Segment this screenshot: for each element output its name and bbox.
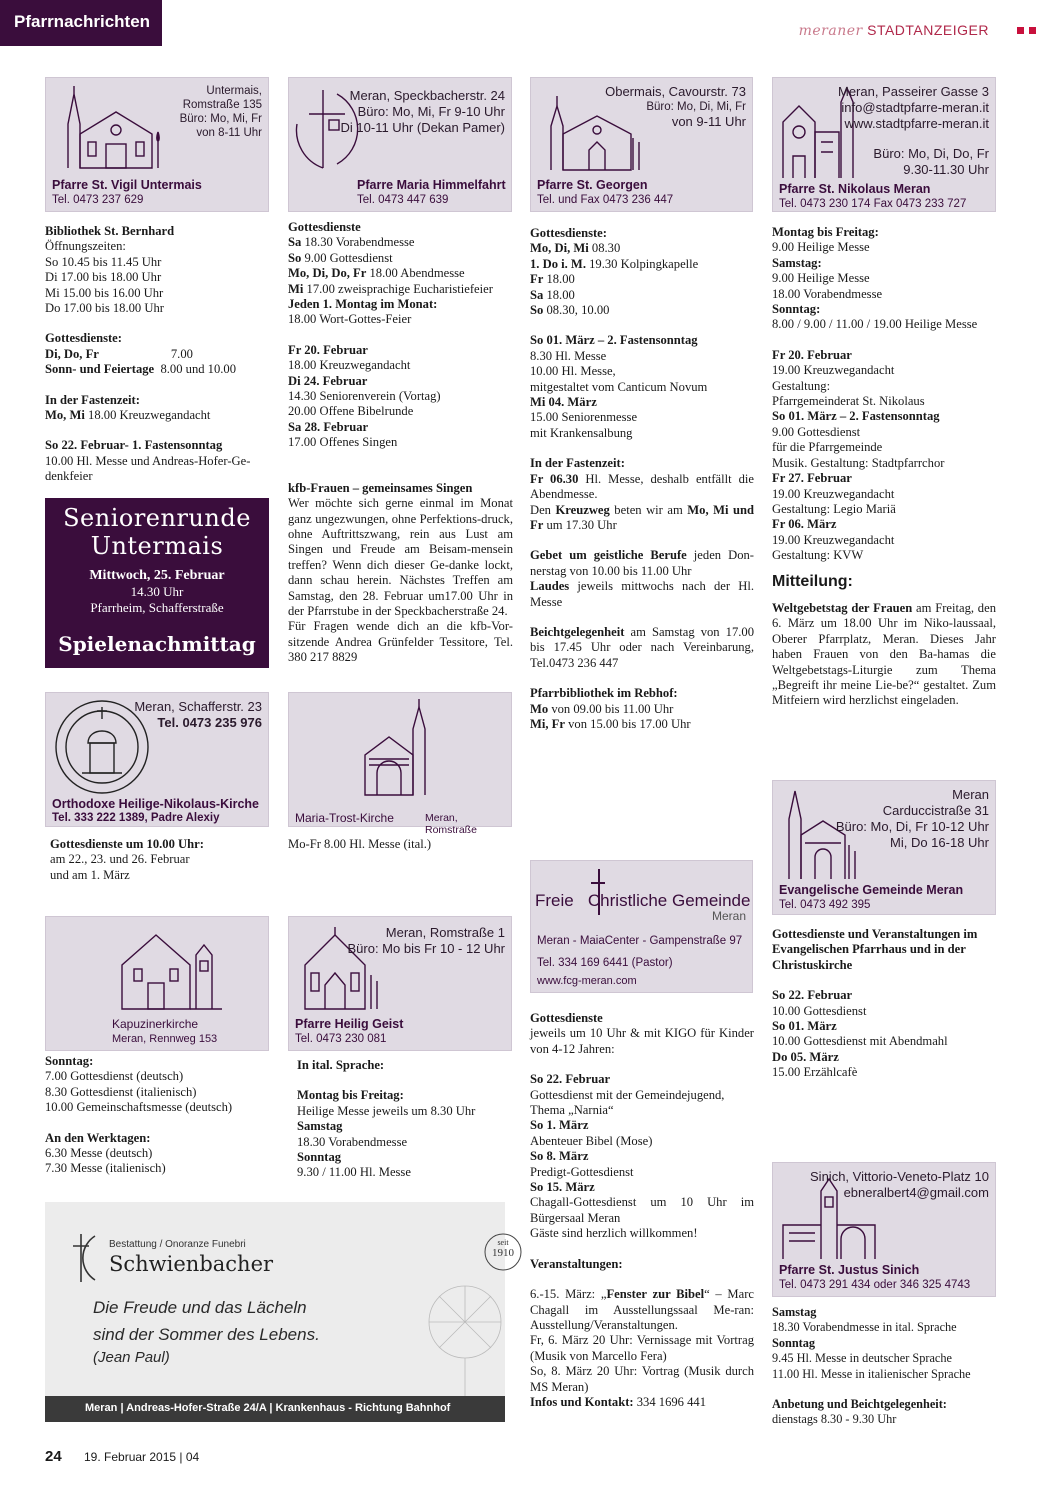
parish-phone: Tel. 0473 291 434 oder 346 325 4743 [779, 1279, 971, 1291]
issue-date: 19. Februar 2015 | 04 [84, 1450, 200, 1464]
parish-phone: Tel. 0473 492 395 [779, 899, 871, 911]
card-freie-christliche-gemeinde: Freie Christliche Gemeinde Meran Meran - MaiaCenter - Gampenstraße 97 Tel. 334 169 6441 (Pastor) www.fcg-meran.com [530, 860, 753, 993]
text-vigil: Bibliothek St. Bernhard Öffnungszeiten: So 10.45 bis 11.45 Uhr Di 17.00 bis 18.00 Uhr Mi 15.00 bis 16.00 Uhr Do 17.00 bis 18.00 Uhr Gottesdienste: Di, Do, Fr 7.00 Sonn- und Feiertage 8.00 und 10.00 In der Fastenzeit: Mo, Mi 18.00 Kreuzwegandacht So 22. Februar- 1. Fastensonntag 10.00 Hl. Messe und Andreas-Hofer-Ge- denkfeier [45, 224, 251, 484]
text-maria: Gottesdienste Sa 18.30 Vorabendmesse So 9.00 Gottesdienst Mo, Di, Do, Fr 18.00 Abendmesse Mi 17.00 zweisprachige Eucharistiefeier Jeden 1. Montag im Monat: 18.00 Wort-Gottes-Feier Fr 20. Februar 18.00 Kreuzwegandacht Di 24. Februar 14.30 Seniorenverein (Vortag) 20.00 Offene Bibelrunde Sa 28. Februar 17.00 Offenes Singen kfb-Frauen – gemeinsames Singen Wer möchte sich gerne einmal im Monat ganz ungezwungen, ohne Perfektions-druck, ohne Auftrittszwang, rein aus Lust am Singen und Freude am Beisam-mensein treffen? Wenn dich dieser Ge-danke lockt, dann schau herein. Nächstes Treffen am Samstag, den 28. Februar um17.00 Uhr in der Pfarrstube in der Speckbacherstraße 24. Für Fragen wende dich an die kfb-Vor-sitzende Andrea Grünfelder Tessitore, Tel. 380 217 8829 [288, 220, 513, 665]
parish-phone: Tel. 0473 237 629 [52, 194, 144, 206]
card-evangelische-gemeinde: Meran Carduccistraße 31 Büro: Mo, Di, Fr 10-12 Uhr Mi, Do 16-18 Uhr Evangelische Gemeinde Meran Tel. 0473 492 395 [772, 780, 996, 915]
parish-phone: Tel. 0473 230 174 Fax 0473 233 727 [779, 198, 967, 210]
parish-address: Meran, Romstraße [425, 812, 477, 836]
page-number: 24 [45, 1448, 62, 1465]
parish-address: Meran, Rennweg 153 [112, 1033, 218, 1045]
senior-event-box: Seniorenrunde Untermais Mittwoch, 25. Februar 14.30 Uhr Pfarrheim, Schafferstraße Spielenachmittag [45, 498, 269, 668]
text-kapuziner: Sonntag: 7.00 Gottesdienst (deutsch) 8.30 Gottesdienst (italienisch) 10.00 Gemeinschaftsmesse (deutsch) An den Werktagen: 6.30 Messe (deutsch) 7.30 Messe (italienisch) [45, 1054, 233, 1176]
church-icon [116, 925, 226, 1011]
parish-name: Kapuzinerkirche [112, 1017, 199, 1031]
card-st-justus: Sinich, Vittorio-Veneto-Platz 10 ebneralbert4@gmail.com Pfarre St. Justus Sinich Tel. 0473 291 434 oder 346 325 4743 [772, 1162, 996, 1297]
church-icon [359, 699, 439, 799]
card-kapuziner [45, 916, 269, 1051]
parish-name: Pfarre Maria Himmelfahrt [357, 178, 506, 192]
card-orthodox: Meran, Schafferstr. 23 Tel. 0473 235 976 Orthodoxe Heilige-Nikolaus-Kirche Tel. 333 222 1389, Padre Alexiy [45, 692, 269, 827]
text-sinich: Samstag 18.30 Vorabendmesse in ital. Sprache Sonntag 9.45 Hl. Messe in deutscher Sprache 11.00 Hl. Messe in italienischer Sprache Anbetung und Beichtgelegenheit: dienstags 8.30 - 9.30 Uhr [772, 1305, 971, 1427]
text-georgen: Gottesdienste: Mo, Di, Mi 08.30 1. Do i. M. 19.30 Kolpingkapelle Fr 18.00 Sa 18.00 So 08.30, 10.00 So 01. März – 2. Fastensonntag 8.30 Hl. Messe 10.00 Hl. Messe, mitgestaltet vom Canticum Novum Mi 04. März 15.00 Seniorenmesse mit Krankensalbung In der Fastenzeit: Fr 06.30 Hl. Messe, deshalb entfällt die Abendmesse. Den Kreuzweg beten wir am Mo, Mi und Fr um 17.30 Uhr Gebet um geistliche Berufe jeden Don-nerstag von 10.00 bis 11.00 Uhr Laudes jeweils mittwochs nach der Hl. Messe Beichtgelegenheit am Samstag von 17.00 bis 17.45 Uhr oder nach Vereinbarung, Tel.0473 236 447 Pfarrbibliothek im Rebhof: Mo von 09.00 bis 11.00 Uhr Mi, Fr von 15.00 bis 17.00 Uhr [530, 226, 754, 731]
card-st-georgen: Obermais, Cavourstr. 73 Büro: Mo, Di, Mi, Fr von 9-11 Uhr Pfarre St. Georgen Tel. und Fax 0473 236 447 [530, 77, 753, 212]
section-title: Pfarrnachrichten [0, 0, 162, 46]
parish-name: Pfarre St. Nikolaus Meran [779, 182, 931, 196]
parish-name: Pfarre St. Georgen [537, 178, 648, 192]
brand-square [1029, 27, 1036, 34]
text-nikolaus: Montag bis Freitag: 9.00 Heilige Messe Samstag: 9.00 Heilige Messe 18.00 Vorabendmesse Sonntag: 8.00 / 9.00 / 11.00 / 19.00 Heilige Messe Fr 20. Februar 19.00 Kreuzwegandacht Gestaltung: Pfarrgemeinderat St. Nikolaus So 01. März – 2. Fastensonntag 9.00 Gottesdienst für die Pfarrgemeinde Musik. Gestaltung: Stadtpfarrchor Fr 27. Februar 19.00 Kreuzwegandacht Gestaltung: Legio Mariä Fr 06. März 19.00 Kreuzwegandacht Gestaltung: KVW Mitteilung: Weltgebetstag der Frauen am Freitag, den 6. März um 18.00 Uhr im Niko-laussaal, Oberer Pfarrplatz, Meran. Dieses Jahr haben Frauen von den Ba-hamas die Weltgebetstags-Liturgie zum Thema „Begreift ihr meine Lie-be?“ gestaltet. Zum Mitfeiern wird herzlichst eingeladen. [772, 225, 996, 708]
parish-name: Evangelische Gemeinde Meran [779, 883, 964, 897]
church-icon [56, 84, 166, 170]
parish-name: Orthodoxe Heilige-Nikolaus-Kirche [52, 797, 259, 811]
card-maria-trost [288, 692, 512, 836]
cross-icon [61, 1228, 101, 1288]
card-maria-himmelfahrt: Meran, Speckbacherstr. 24 Büro: Mo, Mi, Fr 9-10 Uhr Di 10-11 Uhr (Dekan Pamer) Pfarre Maria Himmelfahrt Tel. 0473 447 639 [288, 77, 512, 212]
text-evangel: Gottesdienste und Veranstaltungen im Evangelischen Pfarrhaus und in der Christuskirche So 22. Februar 10.00 Gottesdienst So 01. März 10.00 Gottesdienst mit Abendmahl Do 05. März 15.00 Erzählcafè [772, 927, 978, 1080]
card-st-nikolaus: Meran, Passeirer Gasse 3 info@stadtpfarre-meran.it www.stadtpfarre-meran.it Büro: Mo, Di, Do, Fr 9.30-11.30 Uhr Pfarre St. Nikolaus Meran Tel. 0473 230 174 Fax 0473 233 727 [772, 77, 996, 212]
card-st-vigil: Untermais, Romstraße 135 Büro: Mo, Mi, Fr von 8-11 Uhr Pfarre St. Vigil Untermais Tel. 0473 237 629 [45, 77, 269, 212]
parish-phone: Tel. 0473 230 081 [295, 1033, 387, 1045]
parish-phone: Tel. und Fax 0473 236 447 [537, 194, 674, 206]
card-heilig-geist: Meran, Romstraße 1 Büro: Mo bis Fr 10 - 12 Uhr Pfarre Heilig Geist Tel. 0473 230 081 [288, 916, 512, 1051]
parish-name: Pfarre St. Justus Sinich [779, 1263, 920, 1277]
text-heilig-geist: In ital. Sprache: Montag bis Freitag: Heilige Messe jeweils um 8.30 Uhr Samstag 18.30 Vorabendmesse Sonntag 9.30 / 11.00 Hl. Messe [297, 1058, 476, 1180]
brand-logo: meraner STADTANZEIGER [798, 22, 989, 39]
parish-phone: Tel. 333 222 1389, Padre Alexiy [52, 812, 220, 824]
text-orthodox: Gottesdienste um 10.00 Uhr: am 22., 23. und 26. Februar und am 1. März [50, 837, 204, 882]
text-fcg: Gottesdienste jeweils um 10 Uhr & mit KIGO für Kinder von 4-12 Jahren: So 22. Februar Gottesdienst mit der Gemeindejugend, Thema „Narnia“ So 1. März Abenteuer Bibel (Mose) So 8. März Predigt-Gottesdienst So 15. März Chagall-Gottesdienst um 10 Uhr im Bürgersaal Meran Gäste sind herzlich willkommen! Veranstaltungen: 6.-15. März: „Fenster zur Bibel“ – Marc Chagall im Ausstellungssaal Me-ran: Ausstellung/Veranstaltungen. Fr, 6. März 20 Uhr: Vernissage mit Vortrag (Musik von Marcello Fera) So, 8. März 20 Uhr: Vortrag (Musik durch MS Meran) Infos und Kontakt: 334 1696 441 [530, 1011, 754, 1409]
parish-name: Pfarre Heilig Geist [295, 1017, 404, 1031]
brand-square [1017, 27, 1024, 34]
parish-name: Maria-Trost-Kirche [295, 811, 394, 825]
parish-name: Pfarre St. Vigil Untermais [52, 178, 202, 192]
parish-phone: Tel. 0473 447 639 [357, 194, 449, 206]
funeral-advertisement: Bestattung / Onoranze Funebri Schwienbacher seit 1910 Die Freude und das Lächeln sind der Sommer des Lebens. (Jean Paul) Meran | Andreas-Hofer-Straße 24/A | Krankenhaus - Richtung Bahnhof [45, 1202, 505, 1422]
text-maria-trost: Mo-Fr 8.00 Hl. Messe (ital.) [288, 837, 432, 851]
dandelion-icon [405, 1262, 505, 1402]
